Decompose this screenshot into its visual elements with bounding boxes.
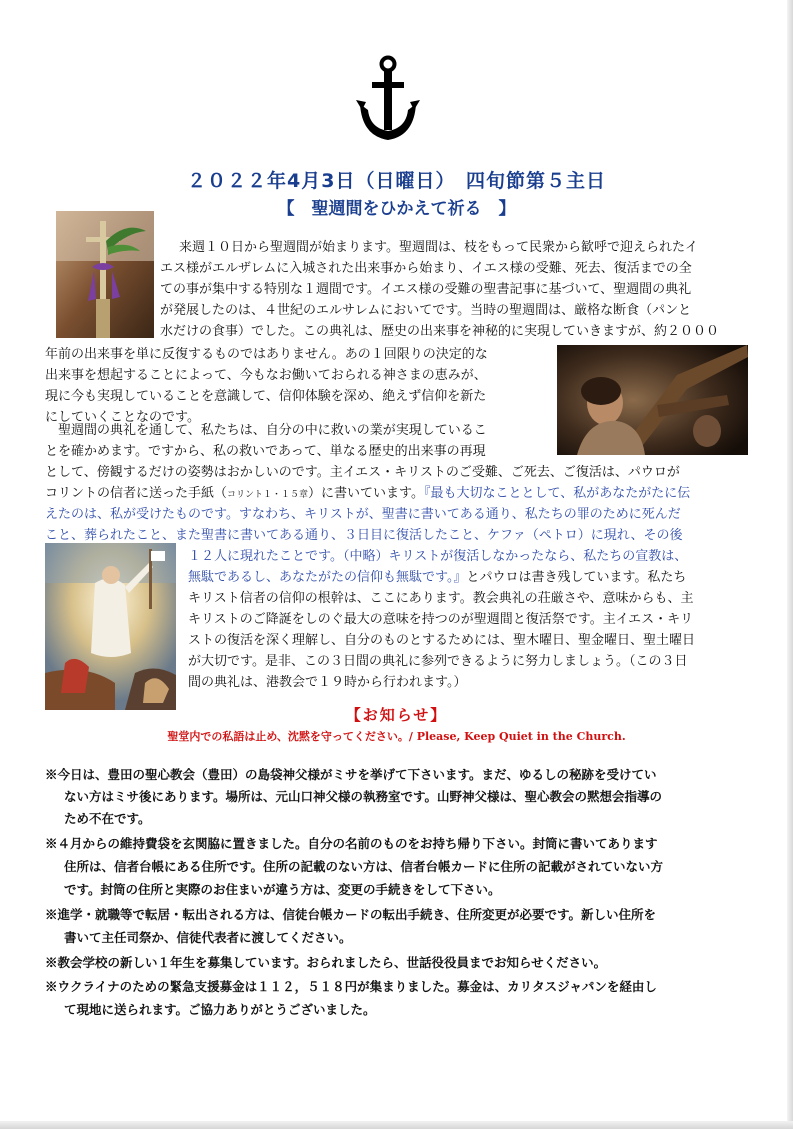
notice-line: ※４月からの維持費袋を玄関脇に置きました。自分の名前のものをお持ち帰り下さい。封筒に書いてあります [45, 836, 658, 851]
article-line-mixed [188, 567, 686, 588]
article-line: ての事が集中する特別な１週間です。イエス様の受難の聖書記事に基づいて、聖週間の典礼 [160, 282, 692, 297]
scripture-quote-line: １２人に現れたことです。（中略）キリストが復活しなかったなら、私たちの宣教は、 [188, 549, 688, 564]
article-line: キリスト信者の信仰の根幹は、ここにあります。教会典礼の荘厳さや、意味からも、主 [188, 591, 694, 606]
article-line: 年前の出来事を単に反復するものではありません。あの１回限りの決定的な [45, 347, 488, 362]
article-line: にしていくことなのです。 [45, 410, 200, 425]
article-line: 出来事を想起することによって、今もなお働いておられる神さまの恵みが、 [45, 368, 487, 383]
anchor-icon [356, 52, 420, 144]
notice-line: 住所は、信者台帳にある住所です。住所の記載のない方は、信者台帳カードに住所の記載がされていない方 [64, 859, 664, 874]
article-line: 間の典礼は、港教会で１９時から行われます。） [188, 675, 467, 690]
article-line: とを確かめます。ですから、私の救いであって、単なる歴史的出来事の再現 [45, 444, 486, 459]
scripture-quote-line: こと、葬られたこと、また聖書に書いてある通り、３日目に復活したこと、ケファ（ペトロ）に現れ、その後 [45, 528, 683, 543]
notice-line: ※今日は、豊田の聖心教会（豊田）の島袋神父様がミサを挙げて下さいます。まだ、ゆるしの秘跡を受けてい [45, 767, 657, 782]
resurrection-painting-image [45, 543, 176, 710]
notice-line: ※ウクライナのための緊急支援募金は１１２，５１８円が集まりました。募金は、カリタスジャパンを経由し [45, 979, 657, 994]
scripture-quote: 無駄であるし、あなたがたの信仰も無駄です。』 [188, 570, 467, 585]
quiet-request: 聖堂内での私語は止め、沈黙を守ってください。/ Please, Keep Quiet in the Church. [167, 730, 626, 743]
article-line: として、傍観するだけの姿勢はおかしいのです。主イエス・キリストのご受難、ご死去、ご復活は、パウロが [45, 465, 680, 480]
article-line: が発展したのは、４世紀のエルサレムにおいてです。当時の聖週間は、厳格な断食（パンと [160, 303, 692, 318]
notice-line: て現地に送られます。ご協力ありがとうございました。 [64, 1002, 376, 1017]
altar-cross-image [56, 211, 154, 338]
article-line: ストの復活を深く理解し、自分のものとするためには、聖木曜日、聖金曜日、聖土曜日 [188, 633, 696, 648]
article-text: コリントの信者に送った手紙（ [45, 486, 228, 501]
article-line: が大切です。是非、この３日間の典礼に参列できるように努力しましょう。（この３日 [188, 654, 688, 669]
article-line: 水だけの食事）でした。この典礼は、歴史の出来事を神秘的に実現していきますが、約２０００ [160, 324, 720, 339]
notice-line: ※進学・就職等で転居・転出される方は、信徒台帳カードの転出手続き、住所変更が必要です。新しい住所を [45, 907, 657, 922]
notice-line: ※教会学校の新しい１年生を募集しています。おられましたら、世話役役員までお知らせください。 [45, 955, 607, 970]
notice-line: 書いて主任司祭か、信徒代表者に渡してください。 [64, 930, 352, 945]
article-line-mixed [45, 483, 690, 504]
article-text: とパウロは書き残しています。私たち [466, 570, 687, 585]
notice-line: ない方はミサ後にあります。場所は、元山口神父様の執務室です。山野神父様は、聖心教会の黙想会指導の [64, 789, 663, 804]
notice-line: です。封筒の住所と実際のお住まいが違う方は、変更の手続きをして下さい。 [64, 882, 501, 897]
article-line: 聖週間の典礼を通して、私たちは、自分の中に救いの業が実現しているこ [58, 423, 487, 438]
page-subtitle: 【 聖週間をひかえて祈る 】 [277, 199, 516, 219]
scripture-quote: 『最も大切なこととして、私があなたがたに伝 [424, 486, 691, 501]
article-text: ）に書いています。 [308, 486, 424, 501]
christ-carrying-cross-image [557, 345, 748, 455]
page-title: ２０２２年4月3日（日曜日） 四旬節第５主日 [187, 170, 606, 192]
article-line: エス様がエルザレムに入城された出来事から始まり、イエス様の受難、死去、復活までの全 [160, 261, 692, 276]
scripture-quote-line: えたのは、私が受けたものです。すなわち、キリストが、聖書に書いてある通り、私たちの罪のために死んだ [45, 507, 681, 522]
article-line: 現に今も実現していることを意識して、信仰体験を深め、絶えず信仰を新た [45, 389, 487, 404]
scripture-reference: コリント１・１５章 [227, 490, 309, 500]
article-line: 来週１０日から聖週間が始まります。聖週間は、枝をもって民衆から歓呼で迎えられたイ [179, 240, 698, 255]
page-bottom-shadow [0, 1121, 793, 1129]
article-line: キリストのご降誕をしのぐ最大の意味を持つのが聖週間と復活祭です。主イエス・キリ [188, 612, 694, 627]
notices-heading: 【お知らせ】 [345, 706, 448, 724]
notice-line: ため不在です。 [64, 811, 151, 826]
